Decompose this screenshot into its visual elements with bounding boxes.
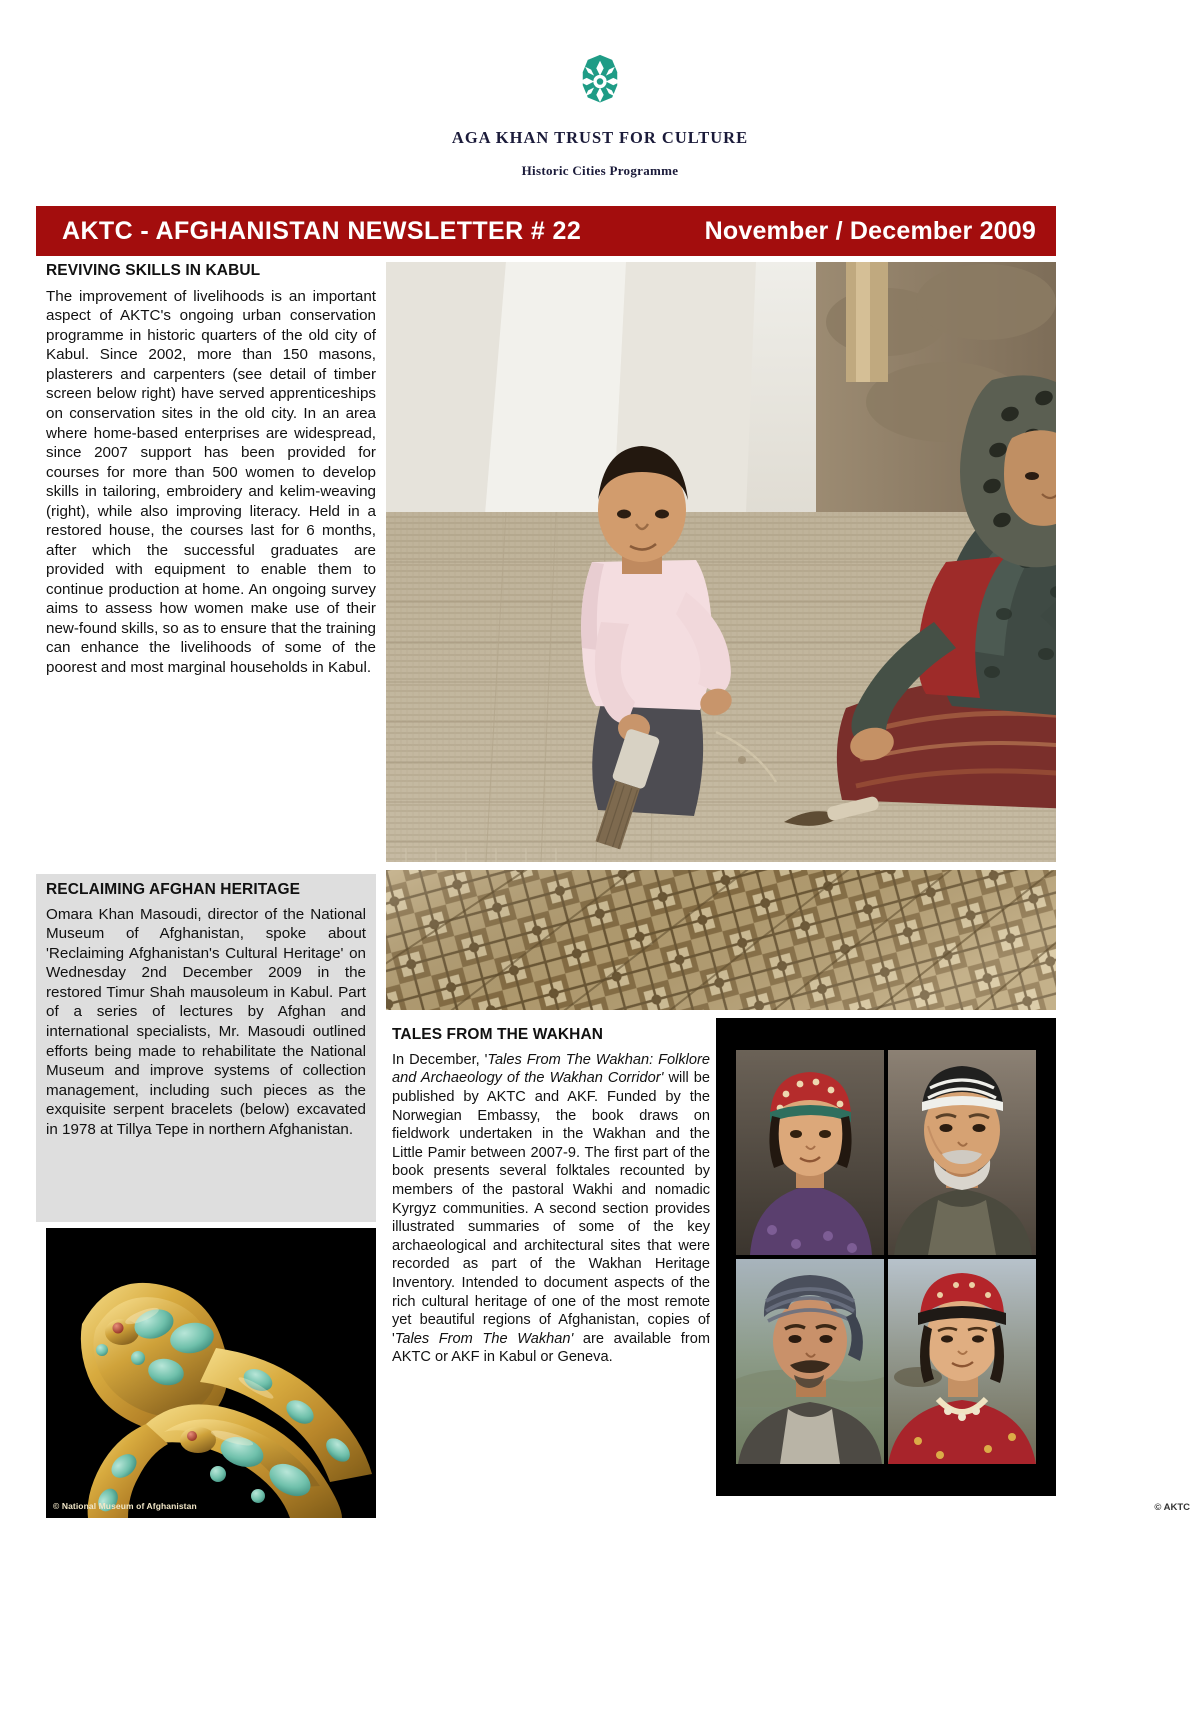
- article-headline: TALES FROM THE WAKHAN: [392, 1026, 604, 1043]
- aga-khan-octagram-logo-icon: [563, 46, 637, 120]
- footer-credit: © AKTC: [1154, 1502, 1190, 1513]
- photo-timber-screen: [386, 870, 1056, 1010]
- photo-wakhan-portraits: [716, 1018, 1056, 1496]
- programme-name: Historic Cities Programme: [521, 163, 679, 178]
- article-reclaiming-heritage: [36, 874, 376, 1222]
- logo-container: [0, 46, 1200, 125]
- banner-date: November / December 2009: [704, 217, 1036, 245]
- portrait-man-turban: [736, 1259, 884, 1464]
- book-title-secondary: Tales From The Wakhan': [394, 1330, 574, 1347]
- masthead: [0, 0, 1200, 196]
- organisation-name: AGA KHAN TRUST FOR CULTURE: [451, 128, 749, 147]
- article-body-part-3: are available from AKTC or AKF in Kabul or Geneva.: [392, 1330, 710, 1366]
- book-title-primary: Tales From The Wakhan: Folklore and Archaeology of the Wakhan Corridor': [392, 1051, 710, 1087]
- article-reviving-skills: [46, 262, 376, 677]
- newsletter-banner: [36, 206, 1056, 256]
- article-headline: RECLAIMING AFGHAN HERITAGE: [46, 881, 301, 898]
- article-body: The improvement of livelihoods is an important aspect of AKTC's ongoing urban conservation programme in historic quarters of the old city of Kabul. Since 2002, more than 150 masons, plasterers and carpenters (see detail of timber screen below right) have served apprenticeships on conservation sites in the old city. In an area where home-based enterprises are widespread, since 2007 support has been provided for courses for more than 500 women to develop skills in tailoring, embroidery and kelim-weaving (right), while also improving literacy. Held in a restored house, the courses last for 6 months, after which the successful graduates are provided with equipment to enable them to continue production at home. An ongoing survey aims to assess how women make use of their new-found skills, so as to ensure that the training can enhance the livelihoods of some of the poorest and most marginal households in Kabul.: [46, 287, 376, 676]
- article-body: Omara Khan Masoudi, director of the National Museum of Afghanistan, spoke about 'Reclaiming Afghanistan's Cultural Heritage' on Wednesday 2nd December 2009 in the restored Timur Shah mausoleum in Kabul. Part of a series of lectures by Afghan and international specialists, Mr. Masoudi outlined efforts being made to rehabilitate the National Museum and improve systems of collection management, including such pieces as the exquisite serpent bracelets (below) excavated in 1978 at Tillya Tepe in northern Afghanistan.: [46, 905, 366, 1138]
- portrait-kyrgyz-girl-red-hat: [888, 1259, 1036, 1464]
- banner-title: AKTC - AFGHANISTAN NEWSLETTER # 22: [62, 217, 582, 245]
- photo-credit-museum: © National Museum of Afghanistan: [53, 1501, 197, 1511]
- article-body-part-1: In December, ': [392, 1051, 488, 1068]
- article-body-part-2: will be published by AKTC and AKF. Funded by the Norwegian Embassy, the book draws on fieldwork undertaken in the Wakhan and the Little Pamir between 2007-9. The first part of the book presents several folktales recounted by members of the pastoral Wakhi and nomadic Kyrgyz communities. A second section provides illustrated summaries of some of the key archaeological and architectural sites that were recorded as part of the Wakhan Heritage Inventory. Intended to document aspects of the rich cultural heritage of one of the most remote yet beautiful regions of Afghanistan, copies of ': [392, 1070, 711, 1347]
- article-tales-from-wakhan: [392, 1026, 710, 1367]
- portrait-girl-red-cap: [736, 1050, 884, 1255]
- photo-kelim-weaving: [386, 262, 1056, 862]
- article-body: [392, 1051, 710, 1367]
- portrait-grid: [736, 1050, 1036, 1464]
- article-headline: REVIVING SKILLS IN KABUL: [46, 262, 261, 279]
- photo-gold-bracelets: [46, 1228, 376, 1518]
- portrait-elder-man-cap: [888, 1050, 1036, 1255]
